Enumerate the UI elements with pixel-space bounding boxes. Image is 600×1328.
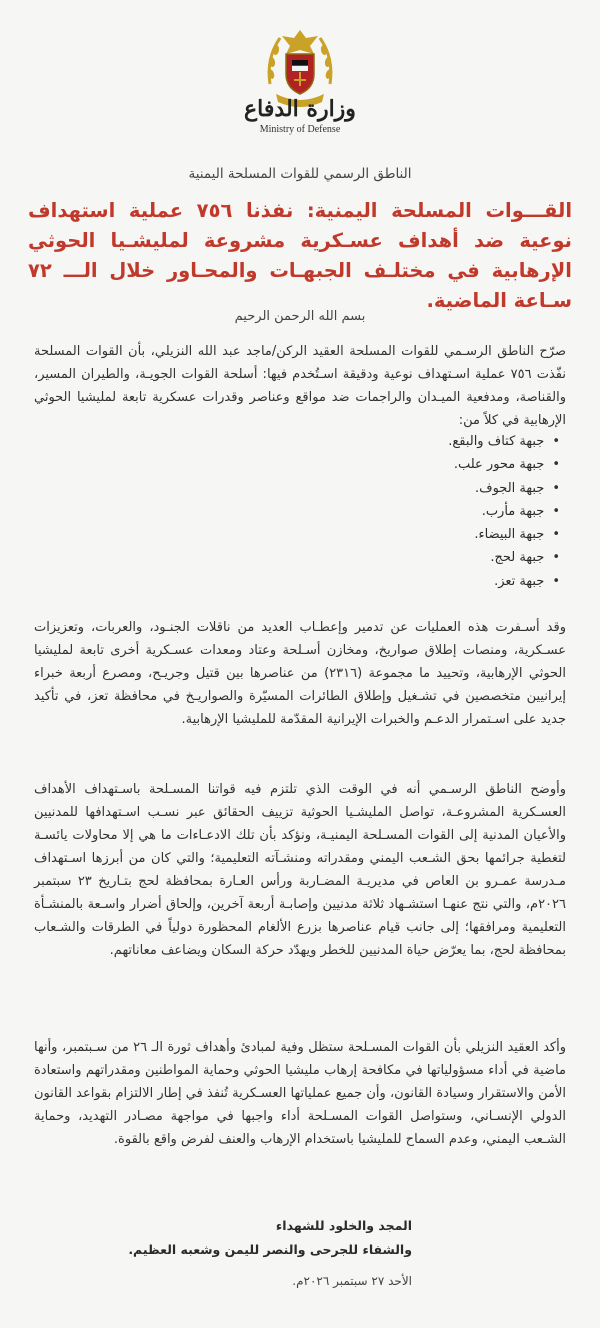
logo-text-ar: وزارة الدفاع xyxy=(244,96,356,122)
list-item: • جبهة كتاف والبقع. xyxy=(40,430,560,453)
closing-line-1: المجد والخلود للشهداء xyxy=(275,1218,412,1233)
list-item: • جبهة البيضاء. xyxy=(40,523,560,546)
paragraph-confirmation: وأكد العقيد النزيلي بأن القوات المسـلحة ستظل وفية لمبادئ وأهداف ثورة الـ ٢٦ من سـبتمبر، وأنها ماضية في أداء مسؤولياتها في مكافحة إرهاب مليشيا الحوثي وحماية المواطنين ومقدراتهم واستعادة الأمن والاستقرار وسيادة القانون، وأن جميع عملياتها العسـكرية تُنفذ في إطار الالتزام بقواعد القانون الدولي الإنسـاني، وستواصل القوات المسـلحة أداء واجبها في مواجهة مصـادر التهديد، وحماية الشـعب اليمني، وعدم السماح للمليشيا باستخدام الإرهاب والعنف لفرض واقع بالقوة. xyxy=(34,1040,567,1147)
fronts-list xyxy=(40,430,560,593)
list-item: • جبهة مأرب. xyxy=(40,500,560,523)
list-item: • جبهة لحج. xyxy=(40,546,560,569)
basmala: بسم الله الرحمن الرحيم xyxy=(234,309,366,324)
list-item: • جبهة الجوف. xyxy=(40,477,560,500)
headline: القـــوات المسلحة اليمنية: نفذنا ٧٥٦ عملية استهداف نوعية ضد أهداف عسـكرية مشروعة لمليشـيا الحوثي الإرهابية في مختلـف الجبهـات والمحـاور خلال الـــ ٧٢ سـاعة الماضية. xyxy=(28,199,572,312)
statement-date: الأحد ٢٧ سبتمبر ٢٠٢٦م. xyxy=(292,1274,412,1288)
paragraph-results: وقد أسـفرت هذه العمليات عن تدمير وإعطـاب العديد من ناقلات الجنـود، والعربات، وتعزيزات عسـكرية، ومنصات إطلاق صواريخ، ومخازن أسـلحة وعتاد ومعدات عسـكرية أخرى تابعة لمليشيا الحوثي الإرهابية، وتحييد ما مجموعة (٢٣١٦) من عناصرها بين قتيل وجريـح، ومصرع أربعة خبراء إيرانيين متخصصين في تشـغيل وإطلاق الطائرات المسيّرة والصواريـخ في محافظة تعز، في تأكيد جديد على اسـتمرار الدعـم والخبرات الإيرانية المقدّمة للمليشيا الإرهابية. xyxy=(34,620,567,727)
paragraph-clarification: وأوضح الناطق الرسـمي أنه في الوقت الذي تلتزم فيه قواتنا المسـلحة باسـتهداف الأهداف العسـكرية المشروعـة، تواصل المليشـيا الحوثية تزييف الحقائق عبر نسـب اسـتهدافها للمدنيين والأعيان المدنية إلى القوات المسـلحة اليمنيـة، ونؤكد بأن تلك الادعـاءات ما هي إلا محاولات يائسـة لتغطية جرائمها بحق الشـعب اليمني ومقدراته ومنشـآته التعليمية؛ والتي كان من أبرزها اسـتهداف مـدرسة عمـرو بن العاص في مديريـة المضـاربة ورأس العـارة بمحافظة لحج بتـاريخ ٢٣ سبتمبر ٢٠٢٦م، والتي نتج عنهـا استشـهاد ثلاثة مدنيين وإصابـة أربعة آخرين، وإلحاق أضرار واسـعة بالمنشـأة التعليمية ومرافقها؛ إلى جانب قيام عناصرها بزرع الألغام المحظورة دولياً في الطرقات والشـعاب بمحافظة لحج، بما يعرّض حياة المدنيين للخطر ويهدّد حركة السكان ويضاعف معاناتهم. xyxy=(34,782,566,958)
spokesman-title: الناطق الرسمي للقوات المسلحة اليمنية xyxy=(188,166,412,182)
list-item: • جبهة محور علب. xyxy=(40,453,560,476)
logo-text-en: Ministry of Defense xyxy=(259,124,341,135)
paragraph-intro: صرّح الناطق الرسـمي للقوات المسلحة العقيد الركن/ماجد عبد الله النزيلي، بأن القوات المسلحة نفّذت ٧٥٦ عملية اسـتهداف نوعية ودقيقة اسـتُخدم فيها: أسلحة القوات الجويـة، والطيران المسير، والقناصة، ومدفعية الميـدان والراجمات ضد مواقع وعناصر وقدرات عسكرية تابعة لمليشيا الحوثي الإرهابية في كلاً من: xyxy=(34,344,566,428)
list-item: • جبهة تعز. xyxy=(40,570,560,593)
closing-line-2: والشفاء للجرحى والنصر لليمن وشعبه العظيم. xyxy=(128,1242,412,1257)
